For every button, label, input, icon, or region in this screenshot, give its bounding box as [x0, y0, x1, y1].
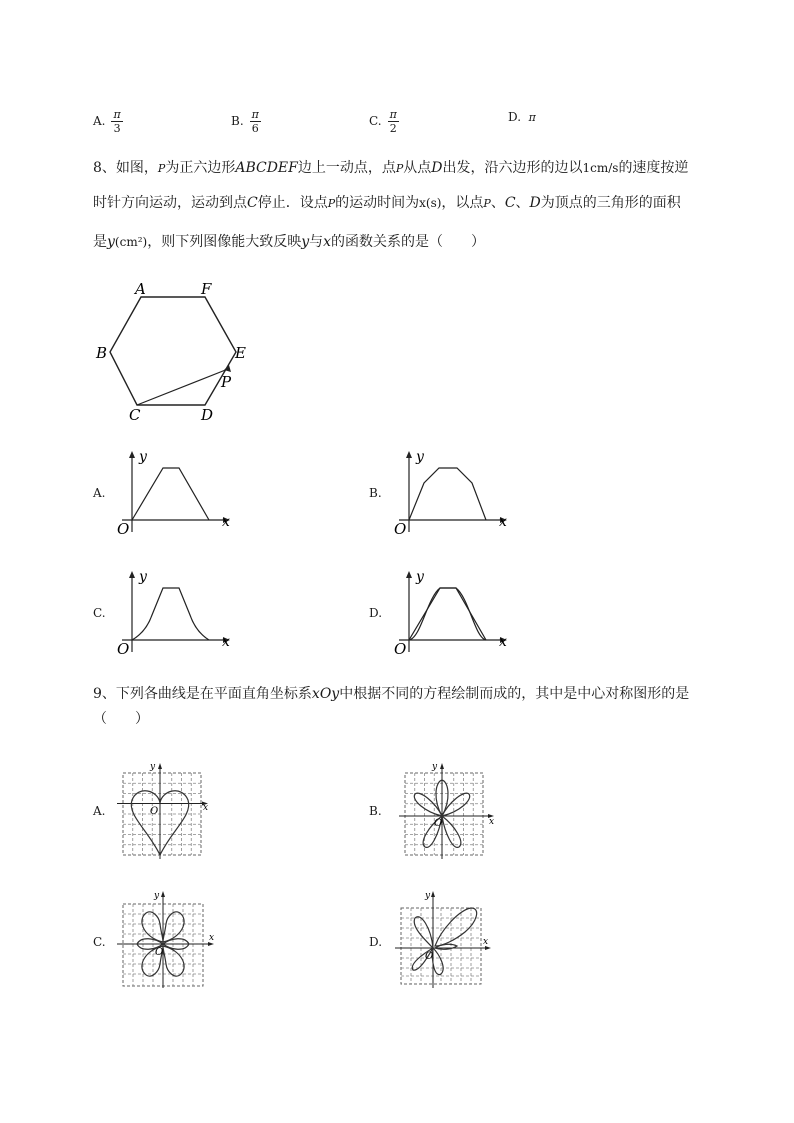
q9-graph-a: [113, 760, 213, 860]
q8-stem-line-1: 8、如图，P为正六边形ABCDEF边上一动点，点P从点D出发，沿六边形的边以1cm/s的速度按逆: [93, 160, 689, 176]
label-p: P: [221, 373, 232, 391]
curve: [132, 588, 209, 640]
q8-graph-a: [112, 448, 242, 538]
q9-graph-d: [393, 888, 498, 990]
hexagon-outline: [110, 297, 236, 405]
label-c: C: [129, 406, 141, 424]
svg-text:x: x: [483, 937, 489, 947]
svg-text:O: O: [425, 951, 434, 962]
label-a: A: [135, 280, 146, 298]
svg-text:y: y: [154, 891, 160, 901]
q8-stem-line-3: 是y(cm²)，则下列图像能大致反映y与x的函数关系的是（ ）: [93, 234, 486, 250]
q9-graph-c: [115, 888, 220, 990]
q9-option-d-label: D.: [369, 935, 383, 949]
q7-option-a: A. $\frac{\pi}{3}$: [93, 108, 121, 135]
label-b: B: [96, 344, 108, 362]
segment-cp: [137, 369, 228, 405]
svg-text:O: O: [434, 818, 443, 829]
q8-option-a-label: A.: [93, 486, 106, 500]
q9-graph-b: [395, 760, 500, 860]
q9-stem-line-2: （ ）: [93, 711, 149, 727]
curve-smooth: [409, 588, 486, 640]
svg-text:y: y: [416, 569, 424, 585]
q7-option-d: D. π: [508, 110, 536, 124]
q8-stem-line-2: 时针方向运动，运动到点C停止．设点P的运动时间为x(s)，以点P、C、D为顶点的三角形的面积: [93, 195, 681, 211]
curve: [132, 468, 209, 520]
svg-text:y: y: [416, 449, 424, 465]
svg-text:y: y: [432, 762, 438, 772]
svg-text:x: x: [203, 803, 209, 813]
svg-text:O: O: [117, 640, 130, 658]
label-f: F: [201, 280, 212, 298]
svg-text:O: O: [150, 806, 159, 817]
svg-text:x: x: [222, 634, 230, 650]
svg-text:x: x: [499, 514, 507, 530]
curve-straight: [409, 588, 486, 640]
q9-option-a-label: A.: [93, 804, 106, 818]
q8-graph-c: [112, 568, 242, 658]
svg-text:O: O: [394, 640, 407, 658]
hexagon-figure: [88, 278, 258, 428]
svg-text:x: x: [499, 634, 507, 650]
q8-option-b-label: B.: [369, 486, 382, 500]
label-e: E: [235, 344, 246, 362]
q8-graph-d: [389, 568, 519, 658]
q8-option-c-label: C.: [93, 606, 106, 620]
q8-option-d-label: D.: [369, 606, 383, 620]
curve: [409, 468, 486, 520]
svg-text:y: y: [139, 449, 147, 465]
svg-text:y: y: [139, 569, 147, 585]
q7-option-b: B. $\frac{\pi}{6}$: [231, 108, 259, 135]
q9-option-c-label: C.: [93, 935, 106, 949]
svg-text:x: x: [209, 933, 215, 943]
svg-text:O: O: [117, 520, 130, 538]
svg-text:y: y: [150, 762, 156, 772]
q7-option-c: C. $\frac{\pi}{2}$: [369, 108, 397, 135]
svg-text:x: x: [489, 817, 495, 827]
svg-text:O: O: [394, 520, 407, 538]
svg-text:x: x: [222, 514, 230, 530]
q9-option-b-label: B.: [369, 804, 382, 818]
label-d: D: [201, 406, 214, 424]
svg-text:y: y: [425, 891, 431, 901]
q8-graph-b: [389, 448, 519, 538]
svg-text:O: O: [155, 947, 164, 958]
q9-stem-line-1: 9、下列各曲线是在平面直角坐标系xOy中根据不同的方程绘制而成的，其中是中心对称图形的是: [93, 686, 690, 702]
